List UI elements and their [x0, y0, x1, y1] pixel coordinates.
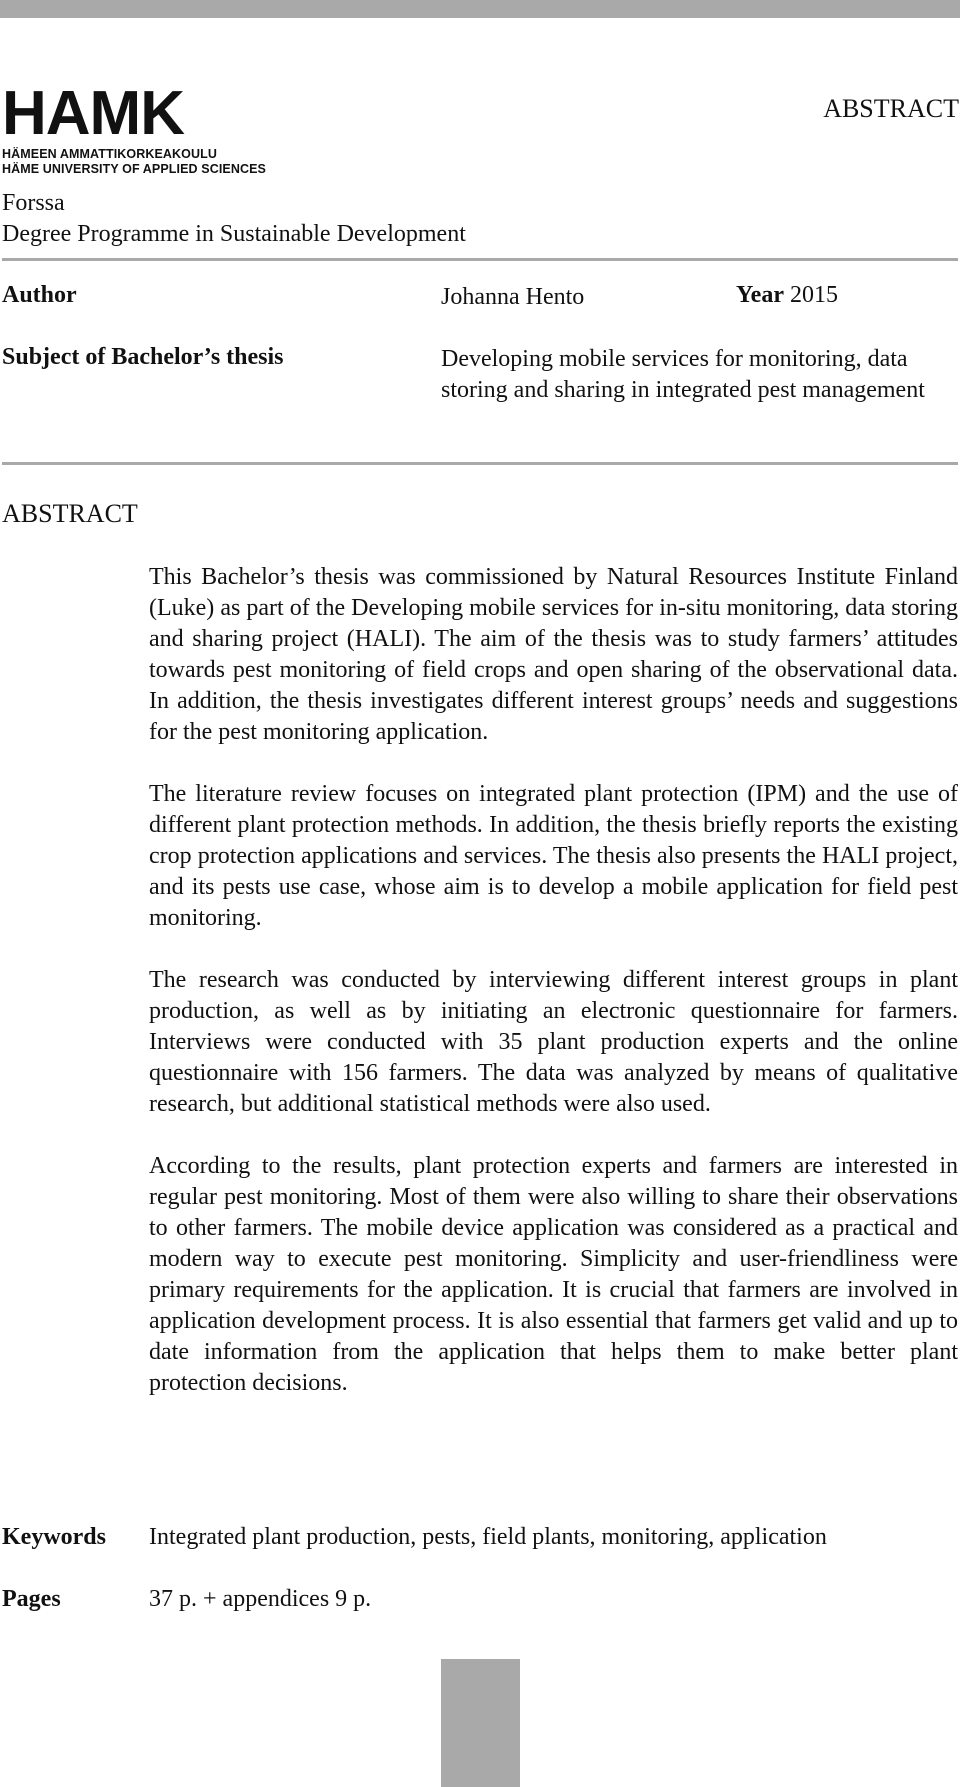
- campus-block: [2, 188, 466, 250]
- year-label: Year: [736, 282, 784, 308]
- keywords-value: Integrated plant production, pests, field plants, monitoring, application: [149, 1524, 827, 1550]
- page-number-tab: [441, 1659, 520, 1787]
- year-field: [736, 282, 838, 309]
- author-value: Johanna Hento: [441, 284, 585, 310]
- pages-label: Pages: [2, 1586, 61, 1612]
- subject-label: Subject of Bachelor’s thesis: [2, 344, 284, 370]
- hamk-logo: [2, 88, 274, 177]
- campus-location: Forssa: [2, 190, 65, 216]
- pages-value: 37 p. + appendices 9 p.: [149, 1586, 372, 1612]
- divider-top: [2, 258, 958, 261]
- logo-wordmark: HAMK: [2, 88, 184, 140]
- abstract-paragraph: The research was conducted by interviewing different interest groups in plant production, as well as by initiating an electronic questionnaire for farmers. Interviews were conducted with 35 plant production experts and the online questionnaire with 156 farmers. The data was analyzed by means of qualitative research, but additional statistical methods were also used.: [149, 967, 958, 1117]
- keywords-label: Keywords: [2, 1524, 106, 1550]
- header-abstract-label: ABSTRACT: [823, 94, 959, 123]
- subject-value: Developing mobile services for monitoring, data storing and sharing in integrated pest management: [441, 346, 925, 403]
- author-label: Author: [2, 282, 77, 308]
- abstract-paragraph: The literature review focuses on integrated plant protection (IPM) and the use of different plant protection methods. In addition, the thesis briefly reports the existing crop protection applications and services. The thesis also presents the HALI project, and its pests use case, whose aim is to develop a mobile application for field pest monitoring.: [149, 781, 958, 931]
- abstract-heading: ABSTRACT: [2, 499, 138, 528]
- abstract-paragraph: This Bachelor’s thesis was commissioned by Natural Resources Institute Finland (Luke) as part of the Developing mobile services for in-situ monitoring, data storing and sharing project (HALI). The aim of the thesis was to study farmers’ attitudes towards pest monitoring of field crops and open sharing of the observational data. In addition, the thesis investigates different interest groups’ needs and suggestions for the pest monitoring application.: [149, 564, 958, 745]
- abstract-paragraph: According to the results, plant protection experts and farmers are interested in regular pest monitoring. Most of them were also willing to share their observations to other farmers. The mobile device application was considered as a practical and modern way to execute pest monitoring. Simplicity and user-friendliness were primary requirements for the application. It is crucial that farmers are involved in application development process. It is also essential that farmers get valid and up to date information from the application that helps them to make better plant protection decisions.: [149, 1153, 958, 1396]
- divider-middle: [2, 462, 958, 465]
- top-bar: [0, 0, 960, 18]
- abstract-body: [149, 562, 958, 1430]
- logo-line-finnish: HÄMEEN AMMATTIKORKEAKOULU: [2, 147, 217, 161]
- degree-programme: Degree Programme in Sustainable Development: [2, 221, 466, 247]
- year-value: 2015: [789, 282, 838, 308]
- logo-line-english: HÄME UNIVERSITY OF APPLIED SCIENCES: [2, 162, 266, 176]
